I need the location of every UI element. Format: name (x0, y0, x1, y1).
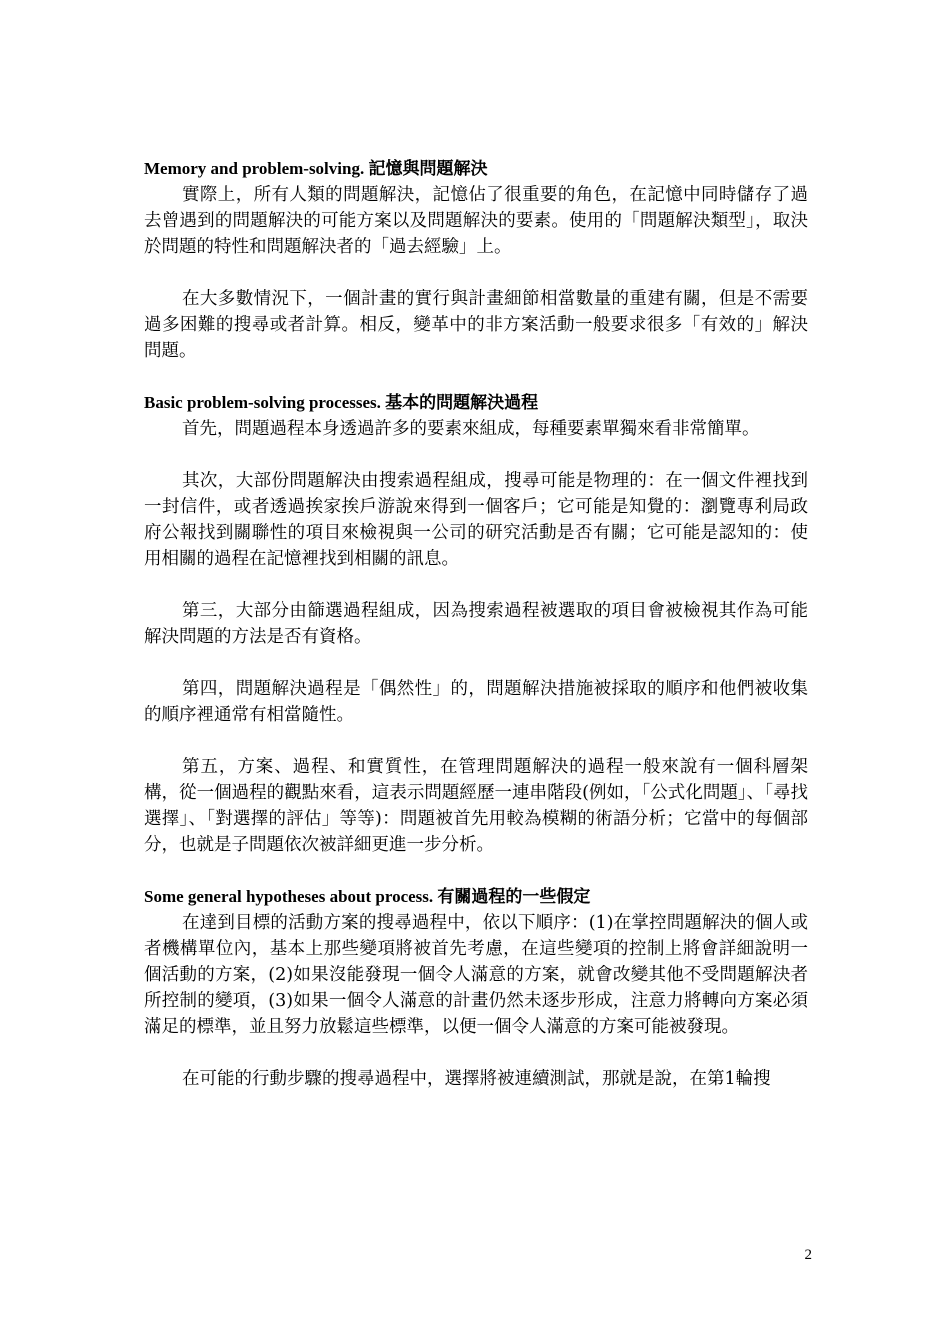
paragraph: 在達到目標的活動方案的搜尋過程中，依以下順序：(1)在掌控問題解決的個人或者機構單位內，基本上那些變項將被首先考慮，在這些變項的控制上將會詳細說明一個活動的方案，(2)如果沒能發現一個令人滿意的方案，就會改變其他不受問題解決者所控制的變項，(3)如果一個令人滿意的計畫仍然未逐步形成，注意力將轉向方案必須滿足的標準，並且努力放鬆這些標準，以便一個令人滿意的方案可能被發現。 (144, 913, 808, 1037)
paragraph-spacer (144, 1040, 808, 1066)
section-heading-hypotheses: Some general hypotheses about process. 有關過程的一些假定 (144, 887, 591, 906)
paragraph-spacer (144, 858, 808, 884)
paragraph: 第三，大部分由篩選過程組成，因為搜索過程被選取的項目會被檢視其作為可能解決問題的方法是否有資格。 (144, 601, 808, 647)
paragraph-spacer (144, 650, 808, 676)
paragraph: 首先，問題過程本身透過許多的要素來組成，每種要素單獨來看非常簡單。 (182, 419, 760, 439)
paragraph-spacer (144, 572, 808, 598)
section-heading-basic-processes: Basic problem-solving processes. 基本的問題解決過程 (144, 393, 539, 412)
paragraph-spacer (144, 728, 808, 754)
paragraph: 實際上，所有人類的問題解決，記憶佔了很重要的角色，在記憶中同時儲存了過去曾遇到的問題解決的可能方案以及問題解決的要素。使用的「問題解決類型」，取決於問題的特性和問題解決者的「過去經驗」上。 (144, 185, 808, 257)
paragraph: 第五，方案、過程、和實質性，在管理問題解決的過程一般來說有一個科層架構，從一個過程的觀點來看，這表示問題經歷一連串階段(例如，「公式化問題」、「尋找選擇」、「對選擇的評估」等等)：問題被首先用較為模糊的術語分析；它當中的每個部分，也就是子問題依次被詳細更進一步分析。 (144, 757, 808, 855)
paragraph: 其次，大部份問題解決由搜索過程組成，搜尋可能是物理的：在一個文件裡找到一封信件，或者透過挨家挨戶游說來得到一個客戶；它可能是知覺的：瀏覽專利局政府公報找到關聯性的項目來檢視與一公司的研究活動是否有關；它可能是認知的：使用相關的過程在記憶裡找到相關的訊息。 (144, 471, 808, 569)
paragraph-spacer (144, 442, 808, 468)
section-heading-memory: Memory and problem-solving. 記憶與問題解決 (144, 159, 488, 178)
paragraph-spacer (144, 364, 808, 390)
paragraph: 在可能的行動步驟的搜尋過程中，選擇將被連續測試，那就是說，在第1輪搜 (182, 1069, 771, 1089)
paragraph-spacer (144, 260, 808, 286)
page-body (144, 156, 808, 1092)
page-number: 2 (804, 1247, 812, 1263)
paragraph: 第四，問題解決過程是「偶然性」的，問題解決措施被採取的順序和他們被收集的順序裡通常有相當隨性。 (144, 679, 808, 725)
paragraph: 在大多數情況下，一個計畫的實行與計畫細節相當數量的重建有關，但是不需要過多困難的搜尋或者計算。相反，變革中的非方案活動一般要求很多「有效的」解決問題。 (144, 289, 808, 361)
